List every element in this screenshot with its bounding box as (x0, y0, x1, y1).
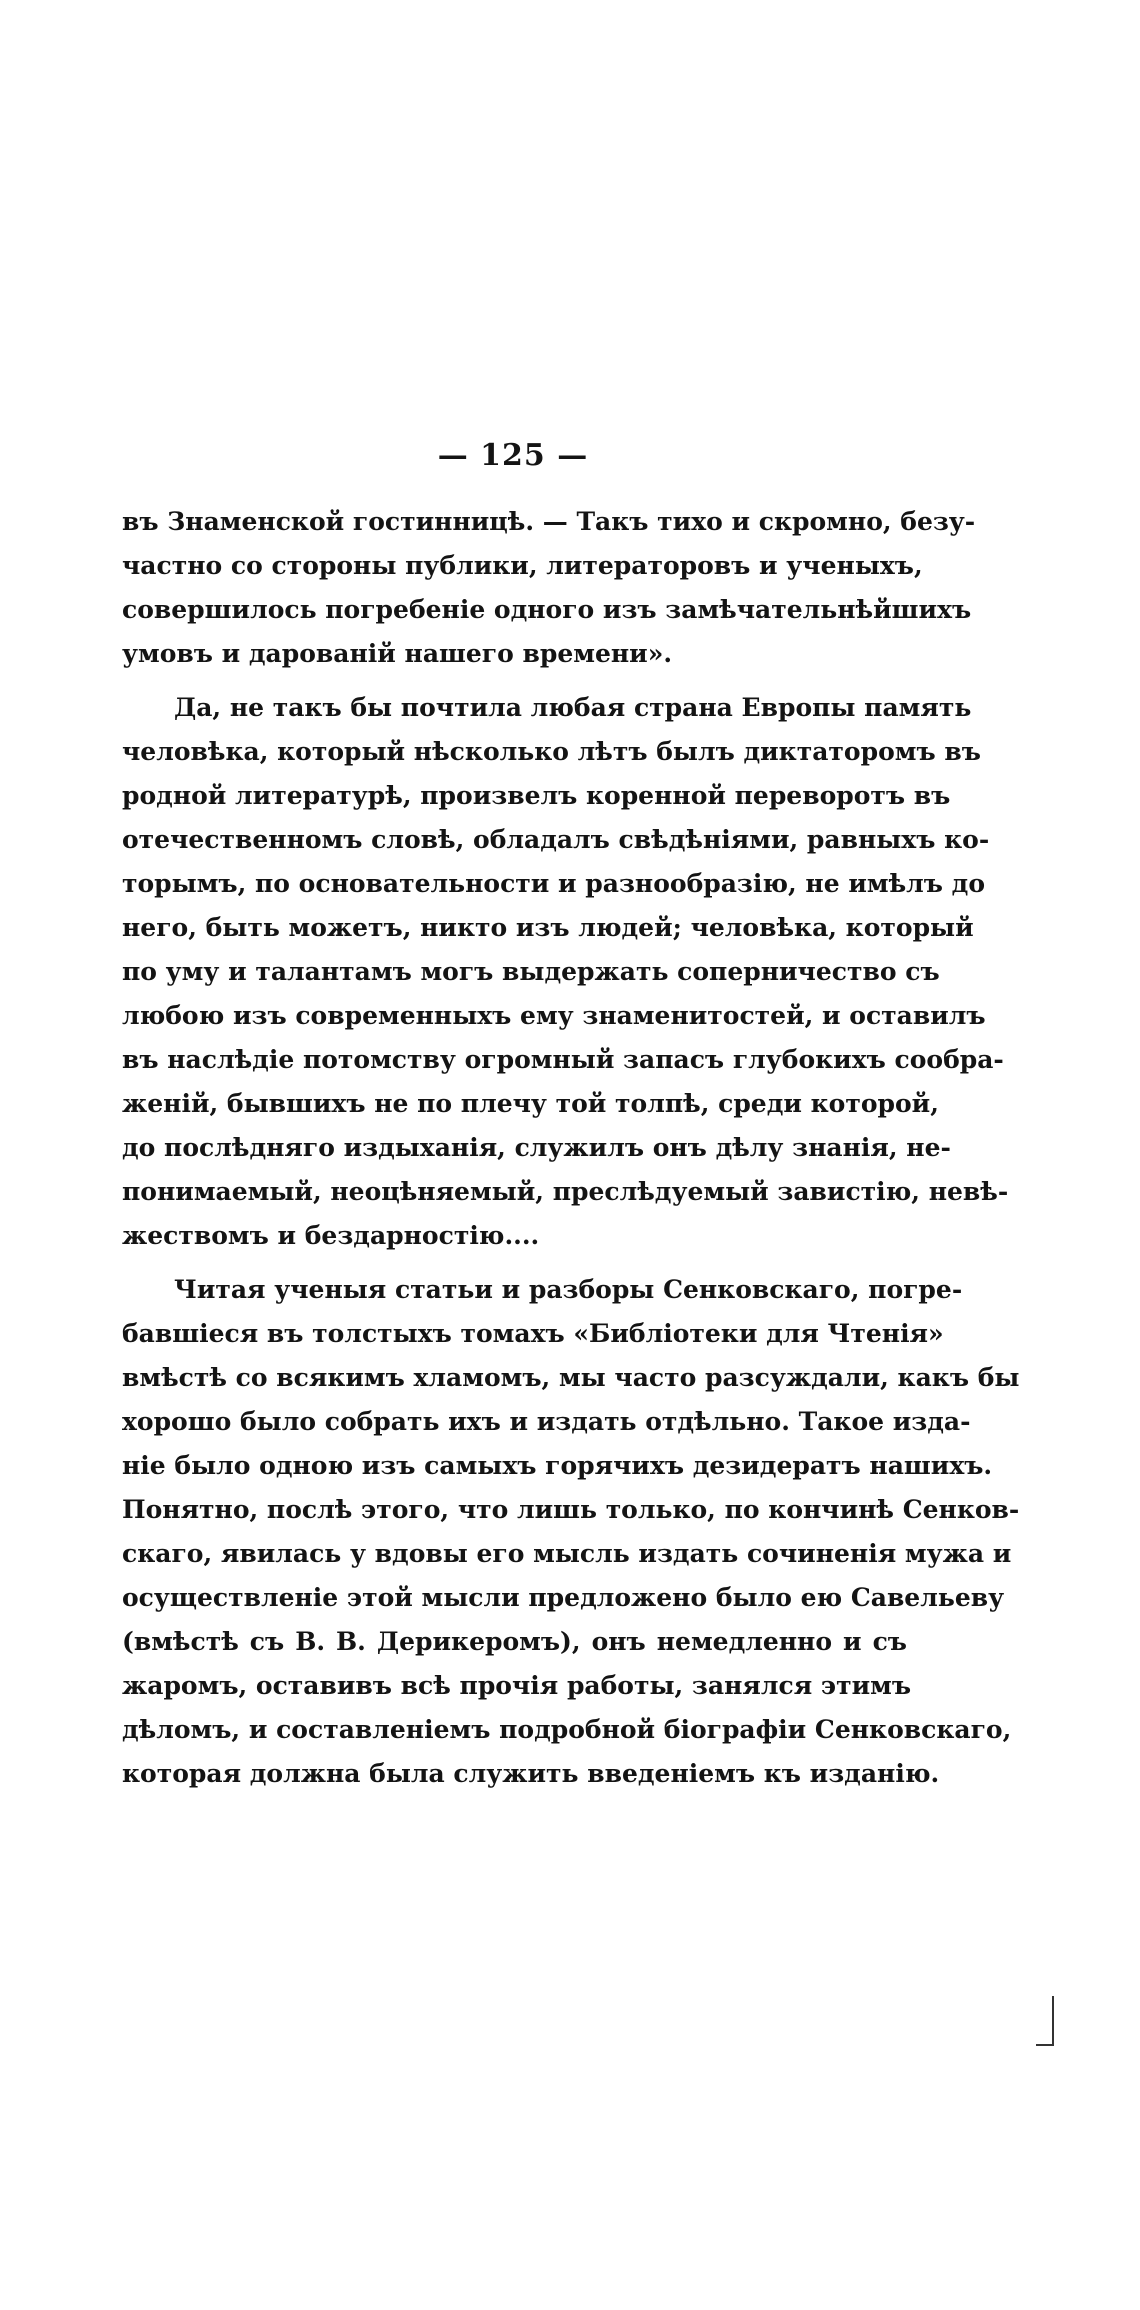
text-line: вмѣстѣ со всякимъ хламомъ, мы часто разсуждали, какъ бы (122, 1363, 1020, 1392)
text-line: совершилось погребенiе одного изъ замѣчательнѣйшихъ (122, 595, 972, 624)
text-line: осуществленiе этой мысли предложено было ею Савельеву (122, 1583, 1005, 1612)
text-line: (вмѣстѣ съ В. В. Дерикеромъ), онъ немедленно и съ (122, 1627, 907, 1656)
body-text (122, 500, 1020, 1796)
text-line: Понятно, послѣ этого, что лишь только, по кончинѣ Сенков- (122, 1495, 1020, 1524)
text-line: жаромъ, оставивъ всѣ прочiя работы, занялся этимъ (122, 1671, 912, 1700)
text-line: въ наслѣдiе потомству огромный запасъ глубокихъ сообра- (122, 1045, 1004, 1074)
text-line: частно со стороны публики, литераторовъ и ученыхъ, (122, 551, 923, 580)
text-line: которая должна была служить введенiемъ къ изданiю. (122, 1759, 940, 1788)
corner-mark (1052, 1996, 1054, 2046)
text-line: него, быть можетъ, никто изъ людей; человѣка, который (122, 913, 974, 942)
text-line: жествомъ и бездарностiю.... (122, 1221, 540, 1250)
text-line: торымъ, по основательности и разнообразiю, не имѣлъ до (122, 869, 986, 898)
text-line: Да, не такъ бы почтила любая страна Европы память (174, 693, 972, 722)
paragraph (122, 1268, 1020, 1796)
text-line: по уму и талантамъ могъ выдержать соперничество съ (122, 957, 940, 986)
text-line: въ Знаменской гостинницѣ. — Такъ тихо и скромно, безу- (122, 507, 976, 536)
text-line: бавшiеся въ толстыхъ томахъ «Библiотеки для Чтенiя» (122, 1319, 944, 1348)
page-number: — 125 — (437, 438, 589, 473)
text-line: родной литературѣ, произвелъ коренной переворотъ въ (122, 781, 951, 810)
text-line: скаго, явилась у вдовы его мысль издать сочиненiя мужа и (122, 1539, 1012, 1568)
text-line: человѣка, который нѣсколько лѣтъ былъ диктаторомъ въ (122, 737, 981, 766)
paragraph (122, 686, 1009, 1258)
text-line: нiе было одною изъ самыхъ горячихъ дезидератъ нашихъ. (122, 1451, 993, 1480)
text-line: дѣломъ, и составленiемъ подробной бiографiи Сенковскаго, (122, 1715, 1012, 1744)
text-line: отечественномъ словѣ, обладалъ свѣдѣнiями, равныхъ ко- (122, 825, 990, 854)
text-line: умовъ и дарованiй нашего времени». (122, 639, 673, 668)
text-line: понимаемый, неоцѣняемый, преслѣдуемый завистiю, невѣ- (122, 1177, 1009, 1206)
text-line: любою изъ современныхъ ему знаменитостей, и оставилъ (122, 1001, 986, 1030)
text-line: женiй, бывшихъ не по плечу той толпѣ, среди которой, (122, 1089, 939, 1118)
corner-mark (1036, 2044, 1054, 2046)
paragraph (122, 500, 976, 676)
text-line: хорошо было собрать ихъ и издать отдѣльно. Такое изда- (122, 1407, 971, 1436)
text-line: Читая ученыя статьи и разборы Сенковскаго, погре- (174, 1275, 963, 1304)
text-line: до послѣдняго издыханiя, служилъ онъ дѣлу знанiя, не- (122, 1133, 951, 1162)
